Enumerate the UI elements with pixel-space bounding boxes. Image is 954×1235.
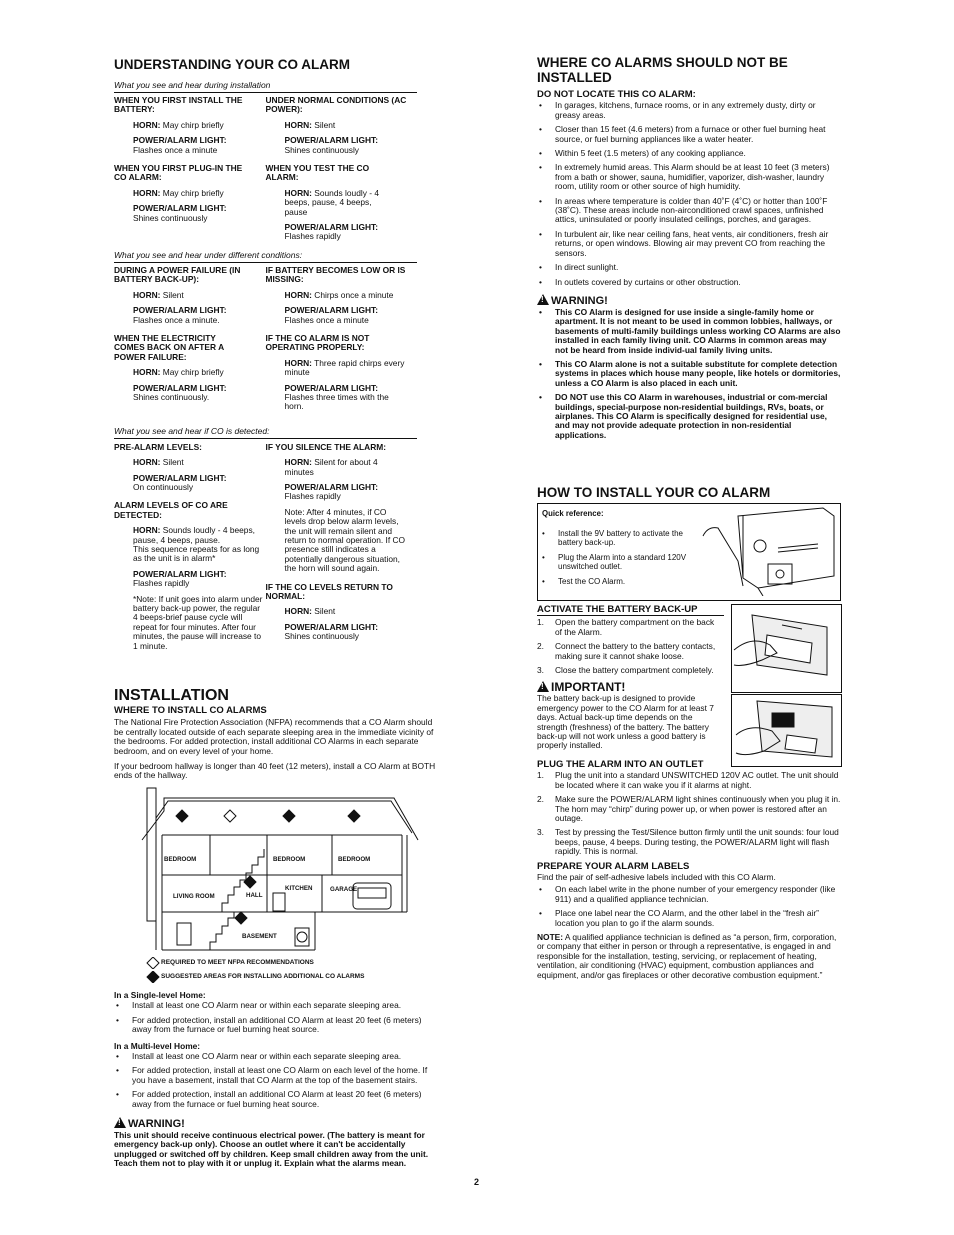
- diamond-suggested: [283, 810, 295, 822]
- not-installed-title: WHERE CO ALARMS SHOULD NOT BE INSTALLED: [537, 55, 788, 85]
- page-number: 2: [474, 1177, 480, 1187]
- home-types: In a Single-level Home: • Install at least one CO Alarm near or within each separate sleeping area. • For added protection, install an additional CO Alarm at least 20 feet (6 meters) away from the furnace or fuel burning heat source. In a Multi-level Home: • Install at least one CO Alarm near or within each separate sleeping area. • For added protection, install at least one CO Alarm on each level of the home. If you have a basement, install that CO Alarm at the top of the basement stairs. • For added protection, install an additional CO Alarm at least 20 feet (6 meters) away from the furnace or fuel burning heat source. !WARNING! This unit should receive continuous electrical power. (The battery is meant for emergency back-up only). Choose an outlet where it can't be accidentally unplugged or switched off by children. Keep small children away from the unit. Teach them not to play with it or unplug it. Explain what the alarms mean.: [114, 991, 439, 1169]
- warning-icon: [114, 1117, 126, 1128]
- status-grid-3: PRE-ALARM LEVELS: HORN: Silent POWER/ALARM LIGHT: On continuously ALARM LEVELS OF CO ARE DETECTED: HORN: Sounds loudly - 4 beeps, pause, 4 beeps, pause. This sequence repeats for as long as the unit is in alarm* POWER/ALARM LIGHT: Flashes rapidly *Note: If unit goes into alarm under battery back-up power, the regular 4 beeps-brief pause cycle will repeat for four minutes. After four minutes, the pause will increase to 1 minute. IF YOU SILENCE THE ALARM: HORN: Silent for about 4 minutes POWER/ALARM LIGHT: Flashes rapidly Note: After 4 minutes, if CO levels drop below alarm levels, the unit will remain silent and return to normal operation. If CO presence still indicates a potentially dangerous situation, the horn will sound again. IF THE CO LEVELS RETURN TO NORMAL: HORN: Silent POWER/ALARM LIGHT: Shines continuously: [114, 441, 406, 651]
- diagram-label-garage: GARAGE: [330, 886, 358, 893]
- status-grid-2: DURING A POWER FAILURE (IN BATTERY BACK-UP): HORN: Silent POWER/ALARM LIGHT: Flashes once a minute. WHEN THE ELECTRICITY COMES BACK ON AFTER A POWER FAILURE: HORN: May chirp briefly POWER/ALARM LIGHT: Shines continuously. IF BATTERY BECOMES LOW OR IS MISSING: HORN: Chirps once a minute POWER/ALARM LIGHT: Flashes once a minute IF THE CO ALARM IS NOT OPERATING PROPERLY: HORN: Three rapid chirps every minute POWER/ALARM LIGHT: Flashes three times with the horn.: [114, 264, 406, 412]
- do-not-locate-heading: DO NOT LOCATE THIS CO ALARM:: [537, 89, 696, 100]
- diagram-label-living-room: LIVING ROOM: [173, 893, 215, 900]
- diamond-required: [224, 810, 236, 822]
- caption-conditions: What you see and hear under different conditions:: [114, 249, 303, 260]
- important-icon: [537, 681, 549, 692]
- battery-open-illustration: [731, 604, 842, 693]
- important-heading: !IMPORTANT!: [537, 680, 842, 694]
- do-not-locate-list: • In garages, kitchens, furnace rooms, or in any extremely dusty, dirty or greasy areas. • Closer than 15 feet (4.6 meters) from a furnace or other fuel burning heat source, or fuel burning appliances like a water heater. • Within 5 feet (1.5 meters) of any cooking appliance. • In extremely humid areas. This Alarm should be at least 10 feet (3 meters) from a bath or shower, sauna, humidifier, vaporizer, dish-washer, laundry room, utility room or other source of high humidity. • In areas where temperature is colder than 40˚F (4˚C) or hotter than 100˚F (38˚C). These areas include non-airconditioned crawl spaces, unfinished attics, uninsulated or poorly insulated ceilings, porches, and garages. • In turbulent air, like near ceiling fans, heat vents, air conditioners, fresh air returns, or open windows. Blowing air may prevent CO from reaching the sensors. • In direct sunlight. • In outlets covered by curtains or other obstruction.: [537, 101, 841, 287]
- labels-list: • On each label write in the phone number of your emergency responder (like 911) and a qualified appliance technician. • Place one label near the CO Alarm, and the other label in the “fresh air” location you plan to go if the alarm sounds.: [537, 885, 842, 928]
- activate-battery-list: 1. Open the battery compartment on the back of the Alarm. 2. Connect the battery to the battery contacts, making sure it cannot shake loose. 3. Close the battery compartment completely.: [537, 617, 716, 676]
- installation-title: INSTALLATION: [114, 687, 229, 704]
- status-grid-1: WHEN YOU FIRST INSTALL THE BATTERY: HORN: May chirp briefly POWER/ALARM LIGHT: Flashes once a minute WHEN YOU FIRST PLUG-IN THE CO ALARM: HORN: May chirp briefly POWER/ALARM LIGHT: Shines continuously UNDER NORMAL CONDITIONS (AC POWER): HORN: Silent POWER/ALARM LIGHT: Shines continuously WHEN YOU TEST THE CO ALARM: HORN: Sounds loudly - 4 beeps, pause, 4 beeps, pause POWER/ALARM LIGHT: Flashes rapidly: [114, 95, 407, 242]
- warning-list-right: • This CO Alarm is designed for use inside a single-family home or apartment. It is not meant to be used in common lobbies, hallways, or basements of multi-family buildings unless working CO Alarms are also installed in each family living unit. CO Alarms in common areas may not be heard from inside individ-ual family living units. • This CO Alarm alone is not a suitable substitute for complete detection systems in places which house many people, like hotels or dormitories, unless a CO Alarm is also placed in each unit. • DO NOT use this CO Alarm in warehouses, industrial or com-mercial buildings, special-purpose non-residential buildings, RVs, boats, or airplanes. This CO Alarm is specifically designed for residential use, and may not provide adequate protection in non-residential applications.: [537, 308, 841, 440]
- caption-installation: What you see and hear during installation: [114, 80, 271, 90]
- diagram-label-bedroom-3: BEDROOM: [338, 856, 371, 863]
- warning-icon: [537, 294, 549, 305]
- diagram-legend: REQUIRED TO MEET NFPA RECOMMENDATIONS SUGGESTED AREAS FOR INSTALLING ADDITIONAL CO ALARMS: [146, 956, 436, 983]
- labels-heading: PREPARE YOUR ALARM LABELS: [537, 860, 690, 872]
- house-diagram: [140, 785, 430, 985]
- warning-heading-right: !WARNING!: [537, 294, 841, 307]
- right-column: [537, 55, 841, 445]
- warning-text-left: This unit should receive continuous electrical power. (The battery is meant for emergency back-up only). Choose an outlet where it can't be accidentally unplugged or switched off by children. Keep small children away from the unit. Teach them not to play with it or unplug it. Explain what the alarms mean.: [114, 1130, 429, 1169]
- hallway-paragraph: If your bedroom hallway is longer than 40 feet (12 meters), install a CO Alarm at BOTH ends of the hallway.: [114, 761, 436, 781]
- diamond-suggested: [348, 810, 360, 822]
- left-column: [114, 57, 417, 651]
- battery-insert-illustration: [731, 694, 842, 767]
- diamond-suggested: [235, 912, 247, 924]
- quick-reference-box: Quick reference: • Install the 9V battery to activate the battery back-up. • Plug the Alarm into a standard 120V unswitched outlet. • Test the CO Alarm.: [537, 503, 841, 601]
- warning-heading-left: !WARNING!: [114, 1117, 439, 1130]
- diagram-label-bedroom-1: BEDROOM: [164, 856, 197, 863]
- where-install-heading: WHERE TO INSTALL CO ALARMS: [114, 705, 267, 716]
- alarm-outlet-illustration: [698, 506, 838, 596]
- activate-battery-heading: ACTIVATE THE BATTERY BACK-UP: [537, 604, 698, 615]
- how-to-install-title: HOW TO INSTALL YOUR CO ALARM: [537, 485, 771, 500]
- diagram-label-basement: BASEMENT: [242, 933, 277, 940]
- important-text: The battery back-up is designed to provide emergency power to the CO Alarm for at least 7 days. Actual back-up time depends on the strength (freshness) of the battery. The battery back-up will not work unless a good battery is properly installed.: [537, 693, 714, 751]
- caption-co-detected: What you see and hear if CO is detected:: [114, 425, 270, 436]
- plug-outlet-heading: PLUG THE ALARM INTO AN OUTLET: [537, 758, 704, 770]
- diagram-label-kitchen: KITCHEN: [285, 885, 313, 892]
- legend-required-icon: [146, 957, 160, 969]
- diamond-suggested: [176, 810, 188, 822]
- note-paragraph: NOTE: A qualified appliance technician is defined as “a person, firm, corporation, or company that either in person or through a representative, is engaged in and responsible for the installation, testing, servicing, or replacement of heating, ventilation, air conditioning (HVAC) equipment, combustion appliances and equipment, and/or gas fireplaces or other decorative combustion equipment.”: [537, 931, 837, 980]
- single-level-list: • Install at least one CO Alarm near or within each separate sleeping area. • For added protection, install an additional CO Alarm at least 20 feet (6 meters) away from the furnace or fuel burning heat source.: [114, 1001, 439, 1034]
- diagram-label-hall: HALL: [246, 892, 263, 899]
- understanding-title: UNDERSTANDING YOUR CO ALARM: [114, 57, 350, 72]
- quick-reference-list: • Install the 9V battery to activate the battery back-up. • Plug the Alarm into a standard 120V unswitched outlet. • Test the CO Alarm.: [540, 529, 700, 591]
- diagram-label-bedroom-2: BEDROOM: [273, 856, 306, 863]
- multi-level-list: • Install at least one CO Alarm near or within each separate sleeping area. • For added protection, install at least one CO Alarm on each level of the home. If you have a basement, install that CO Alarm at the top of the basement stairs. • For added protection, install an additional CO Alarm at least 20 feet (6 meters) away from the furnace or fuel burning heat source.: [114, 1052, 439, 1109]
- legend-suggested-icon: [146, 971, 160, 983]
- plug-outlet-list: 1. Plug the unit into a standard UNSWITCHED 120V AC outlet. The unit should be located where it can wake you if it alarms at night. 2. Make sure the POWER/ALARM light shines continuously when you plug it in. The horn may “chirp” during power up, or when power is restored after an outage. 3. Test by pressing the Test/Silence button firmly until the unit sounds: four loud beeps, pause, 4 beeps. During testing, the POWER/ALARM light will flash rapidly. This is normal.: [537, 770, 841, 857]
- nfpa-paragraph: The National Fire Protection Association (NFPA) recommends that a CO Alarm should be centrally located outside of each separate sleeping area in the immediate vicinity of the bedrooms. For added protection, install additional CO Alarms in each separate bedroom, and on every level of your home.: [114, 717, 434, 756]
- labels-paragraph: Find the pair of self-adhesive labels included with this CO Alarm.: [537, 871, 776, 882]
- installation-section: [114, 687, 439, 781]
